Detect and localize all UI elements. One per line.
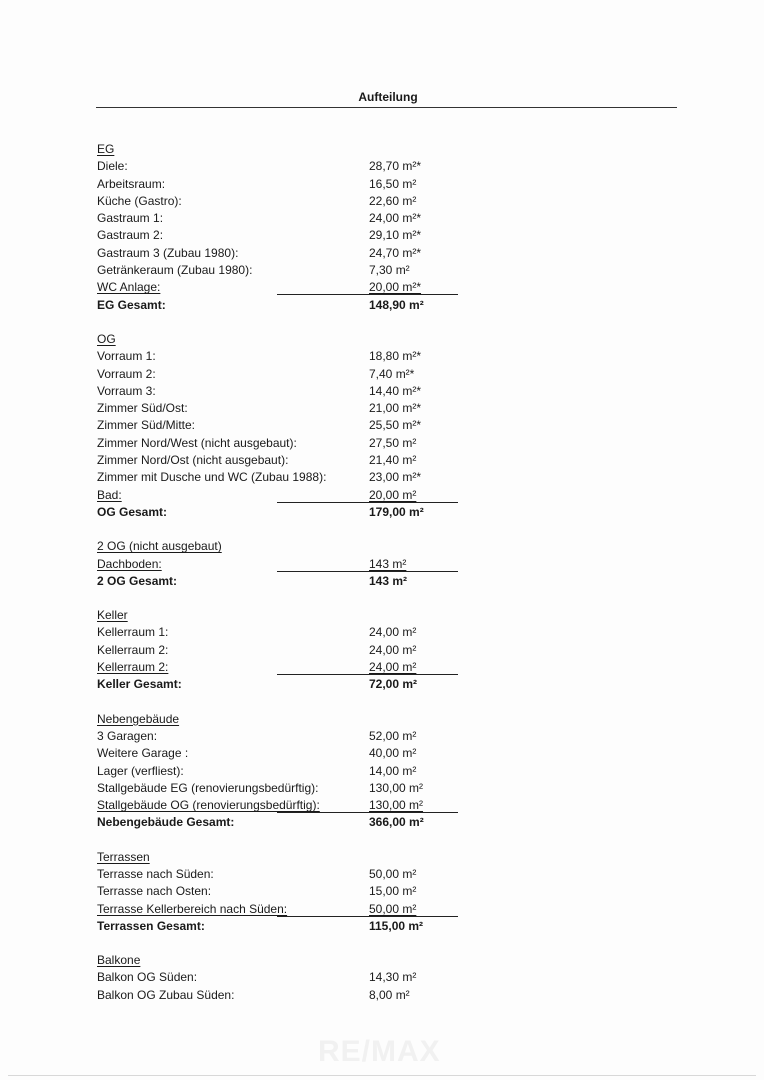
room-label: 3 Garagen: — [97, 728, 158, 743]
total-label: Nebengebäude Gesamt: — [97, 815, 235, 830]
area-row — [97, 193, 467, 210]
area-row — [97, 435, 467, 452]
area-row — [97, 452, 467, 469]
room-label: Dachboden: — [97, 556, 162, 571]
area-row — [97, 901, 467, 918]
room-label: Vorraum 3: — [97, 383, 156, 398]
room-label: Balkon OG Zubau Süden: — [97, 987, 235, 1002]
room-label: Zimmer Süd/Mitte: — [97, 418, 196, 433]
area-value: 14,40 m²* — [369, 383, 422, 398]
area-value: 7,30 m² — [369, 263, 410, 278]
area-row — [97, 176, 467, 193]
total-row — [97, 297, 467, 314]
page-edge-line — [8, 1075, 756, 1076]
room-label: Terrasse Kellerbereich nach Süden: — [97, 901, 288, 916]
room-label: Zimmer Nord/West (nicht ausgebaut): — [97, 435, 297, 450]
room-label: Balkon OG Süden: — [97, 970, 198, 985]
area-row — [97, 383, 467, 400]
area-row — [97, 366, 467, 383]
area-value: 24,00 m²* — [369, 211, 422, 226]
area-value: 14,30 m² — [369, 970, 417, 985]
total-value: 115,00 m² — [369, 918, 424, 933]
remax-watermark-logo: RE/MAX — [318, 1035, 441, 1068]
total-row — [97, 814, 467, 831]
room-label: Lager (verfliest): — [97, 763, 184, 778]
area-row — [97, 400, 467, 417]
room-label: WC Anlage: — [97, 280, 161, 295]
section — [97, 141, 467, 314]
area-row — [97, 469, 467, 486]
total-value: 366,00 m² — [369, 815, 424, 830]
area-value: 29,10 m²* — [369, 228, 422, 243]
area-row — [97, 158, 467, 175]
area-row — [97, 624, 467, 641]
area-row — [97, 210, 467, 227]
area-value: 21,40 m² — [369, 453, 417, 468]
area-value: 14,00 m² — [369, 763, 417, 778]
room-label: Kellerraum 1: — [97, 625, 169, 640]
area-row — [97, 745, 467, 762]
room-label: Bad: — [97, 487, 122, 502]
area-value: 50,00 m² — [369, 866, 417, 881]
area-value: 143 m² — [369, 556, 407, 571]
total-value: 179,00 m² — [369, 504, 424, 519]
page-title: Aufteilung — [358, 90, 418, 104]
area-row — [97, 279, 467, 296]
total-label: 2 OG Gesamt: — [97, 573, 178, 588]
section — [97, 607, 467, 693]
area-row — [97, 417, 467, 434]
total-row — [97, 504, 467, 521]
room-label: Kellerraum 2: — [97, 660, 169, 675]
area-row — [97, 763, 467, 780]
total-value: 143 m² — [369, 573, 408, 588]
room-label: Zimmer Nord/Ost (nicht ausgebaut): — [97, 453, 289, 468]
room-label: Diele: — [97, 159, 128, 174]
area-row — [97, 728, 467, 745]
area-row — [97, 969, 467, 986]
room-label: Gastraum 1: — [97, 211, 164, 226]
room-label: Küche (Gastro): — [97, 193, 182, 208]
area-row — [97, 262, 467, 279]
section-heading: Terrassen — [97, 849, 150, 864]
section — [97, 849, 467, 935]
room-label: Gastraum 2: — [97, 228, 164, 243]
title-rule — [96, 107, 677, 108]
section-heading: Balkone — [97, 953, 141, 968]
section — [97, 711, 467, 832]
section-heading: OG — [97, 331, 116, 346]
area-value: 15,00 m² — [369, 884, 417, 899]
area-value: 8,00 m² — [369, 987, 410, 1002]
section-heading: EG — [97, 142, 115, 156]
room-label: Kellerraum 2: — [97, 642, 169, 657]
area-row — [97, 348, 467, 365]
total-value: 148,90 m² — [369, 297, 424, 312]
area-value: 24,00 m² — [369, 625, 417, 640]
total-row — [97, 573, 467, 590]
total-label: Keller Gesamt: — [97, 677, 182, 692]
area-value: 25,50 m²* — [369, 418, 422, 433]
section — [97, 331, 467, 521]
area-value: 27,50 m² — [369, 435, 417, 450]
area-value: 130,00 m² — [369, 780, 424, 795]
total-row — [97, 676, 467, 693]
total-row — [97, 918, 467, 935]
area-row — [97, 659, 467, 676]
total-value: 72,00 m² — [369, 677, 418, 692]
area-row — [97, 487, 467, 504]
room-label: Vorraum 2: — [97, 366, 156, 381]
area-row — [97, 866, 467, 883]
section-heading: Nebengebäude — [97, 711, 180, 726]
room-label: Terrasse nach Osten: — [97, 884, 212, 899]
area-value: 22,60 m² — [369, 193, 417, 208]
area-value: 40,00 m² — [369, 746, 417, 761]
area-row — [97, 780, 467, 797]
room-label: Stallgebäude EG (renovierungsbedürftig): — [97, 780, 319, 795]
area-row — [97, 245, 467, 262]
area-row — [97, 883, 467, 900]
area-value: 50,00 m² — [369, 901, 417, 916]
area-row — [97, 797, 467, 814]
room-label: Zimmer Süd/Ost: — [97, 401, 188, 416]
area-value: 16,50 m² — [369, 176, 417, 191]
area-row — [97, 987, 467, 1004]
total-label: Terrassen Gesamt: — [97, 918, 205, 933]
area-value: 24,00 m² — [369, 642, 417, 657]
area-value: 130,00 m² — [369, 798, 424, 813]
room-label: Arbeitsraum: — [97, 176, 166, 191]
section-heading: Keller — [97, 608, 128, 623]
area-value: 24,00 m² — [369, 660, 417, 675]
section — [97, 952, 467, 1004]
room-label: Gastraum 3 (Zubau 1980): — [97, 245, 239, 260]
area-row — [97, 227, 467, 244]
room-label: Stallgebäude OG (renovierungsbedürftig): — [97, 798, 320, 813]
room-label: Getränkeraum (Zubau 1980): — [97, 263, 253, 278]
total-label: EG Gesamt: — [97, 297, 166, 312]
total-label: OG Gesamt: — [97, 504, 168, 519]
room-label: Terrasse nach Süden: — [97, 866, 214, 881]
section-heading: 2 OG (nicht ausgebaut) — [97, 539, 222, 554]
area-value: 52,00 m² — [369, 728, 417, 743]
area-value: 7,40 m²* — [369, 366, 415, 381]
area-row — [97, 556, 467, 573]
room-label: Zimmer mit Dusche und WC (Zubau 1988): — [97, 470, 327, 485]
section — [97, 538, 467, 590]
area-row — [97, 642, 467, 659]
room-label: Vorraum 1: — [97, 349, 156, 364]
area-value: 18,80 m²* — [369, 349, 422, 364]
area-value: 24,70 m²* — [369, 245, 422, 260]
area-value: 23,00 m²* — [369, 470, 422, 485]
area-value: 21,00 m²* — [369, 401, 422, 416]
area-value: 20,00 m² — [369, 487, 417, 502]
room-area-list — [97, 141, 467, 1021]
area-value: 20,00 m²* — [369, 280, 422, 295]
area-value: 28,70 m²* — [369, 159, 422, 174]
room-label: Weitere Garage : — [97, 746, 189, 761]
